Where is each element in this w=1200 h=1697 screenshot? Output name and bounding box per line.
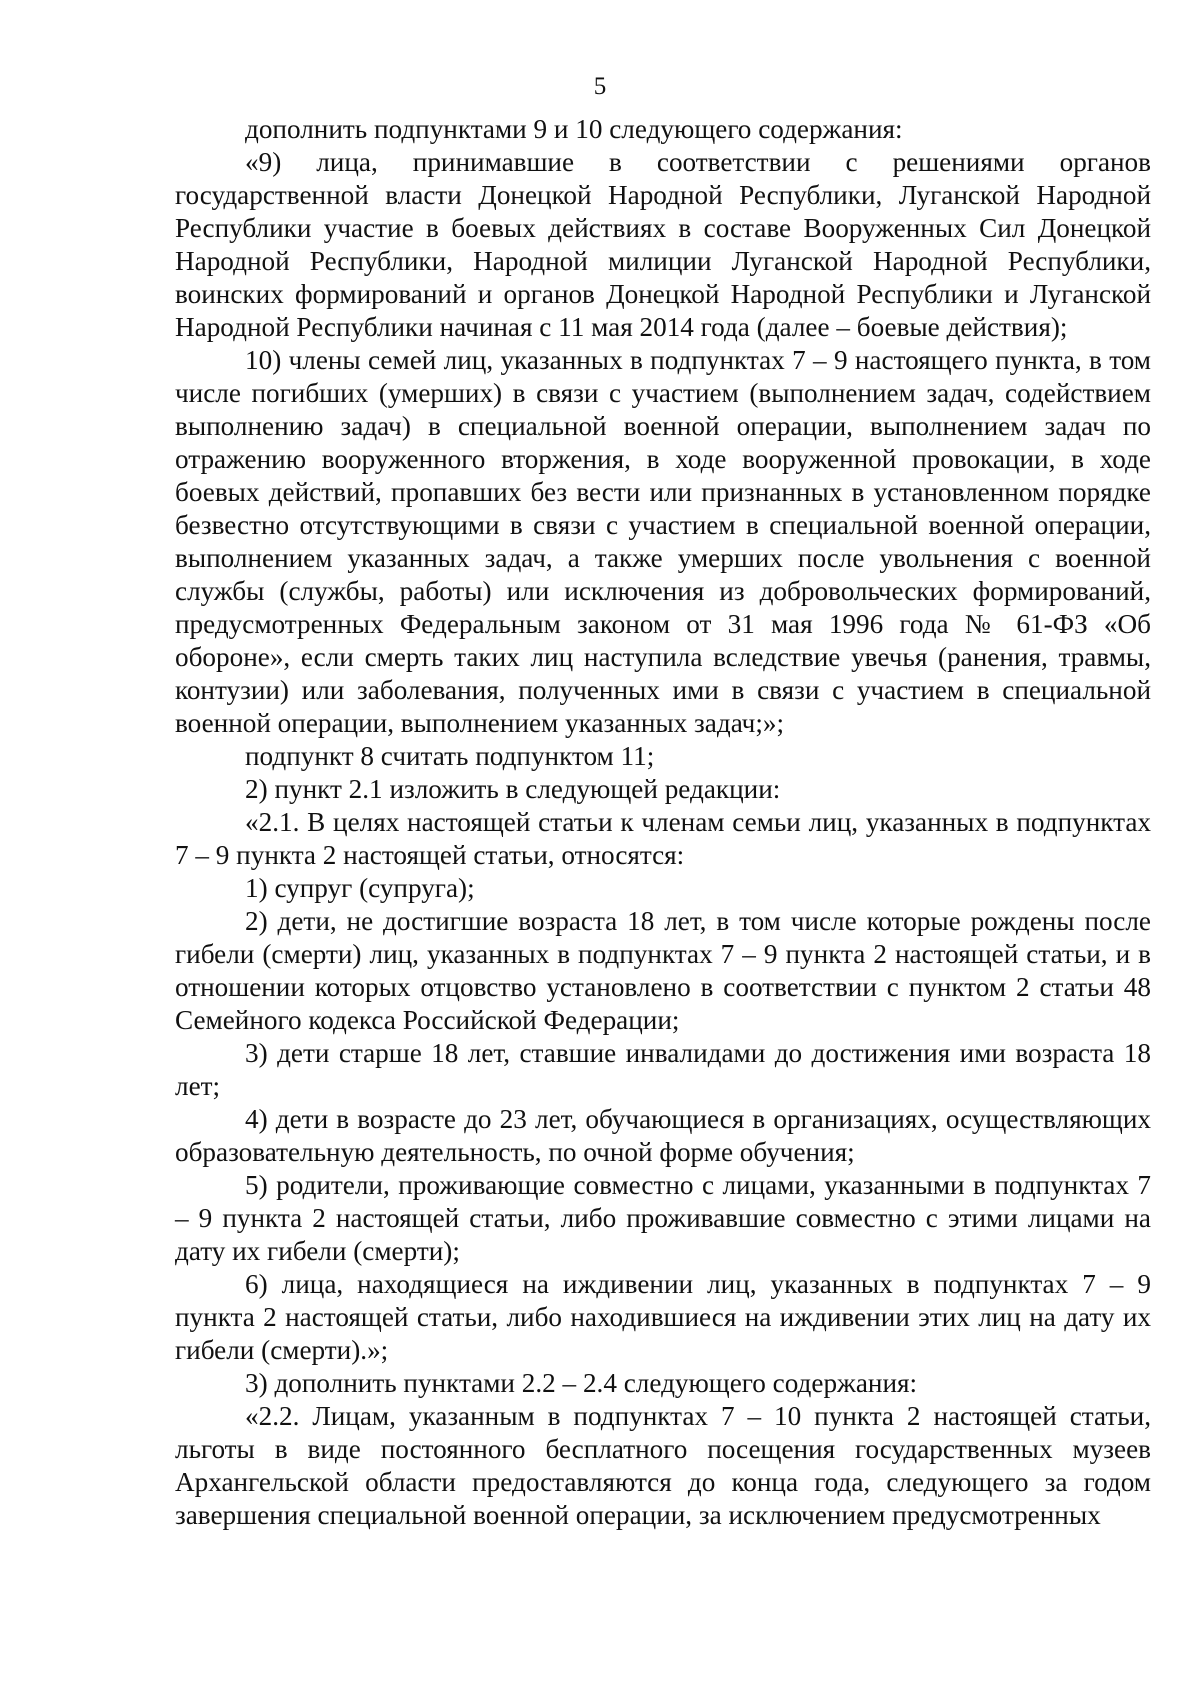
- paragraph-family-2: 2) дети, не достигшие возраста 18 лет, в том числе которые рождены после гибели (смерти) лиц, указанных в подпунктах 7 – 9 пункта 2 настоящей статьи, и в отношении которых отцовство установлено в соответствии с пунктом 2 статьи 48 Семейного кодекса Российской Федерации;: [175, 906, 1151, 1035]
- paragraph-renumber: подпункт 8 считать подпунктом 11;: [245, 741, 655, 771]
- document-body: [175, 113, 1151, 1532]
- paragraph-clause-2-1: «2.1. В целях настоящей статьи к членам семьи лиц, указанных в подпунктах 7 – 9 пункта 2 настоящей статьи, относятся:: [175, 807, 1151, 870]
- paragraph-subitem-10: 10) члены семей лиц, указанных в подпунктах 7 – 9 настоящего пункта, в том числе погибших (умерших) в связи с участием (выполнением задач, содействием выполнению задач) в специальной военной операции, выполнением задач по отражению вооруженного вторжения, в ходе вооруженной провокации, в ходе боевых действий, пропавших без вести или признанных в установленном порядке безвестно отсутствующими в связи с участием в специальной военной операции, выполнением указанных задач, а также умерших после увольнения с военной службы (службы, работы) или исключения из добровольческих формирований, предусмотренных Федеральным законом от 31 мая 1996 года № 61-ФЗ «Об обороне», если смерть таких лиц наступила вследствие увечья (ранения, травмы, контузии) или заболевания, полученных ими в связи с участием в специальной военной операции, выполнением указанных задач;»;: [175, 345, 1151, 738]
- paragraph-intro: дополнить подпунктами 9 и 10 следующего содержания:: [245, 114, 903, 144]
- paragraph-family-6: 6) лица, находящиеся на иждивении лиц, указанных в подпунктах 7 – 9 пункта 2 настоящей статьи, либо находившиеся на иждивении этих лиц на дату их гибели (смерти).»;: [175, 1269, 1151, 1365]
- paragraph-item-2: 2) пункт 2.1 изложить в следующей редакции:: [245, 774, 781, 804]
- paragraph-family-1: 1) супруг (супруга);: [245, 873, 475, 903]
- paragraph-subitem-9: «9) лица, принимавшие в соответствии с решениями органов государственной власти Донецкой Народной Республики, Луганской Народной Республики участие в боевых действиях в составе Вооруженных Сил Донецкой Народной Республики, Народной милиции Луганской Народной Республики, воинских формирований и органов Донецкой Народной Республики и Луганской Народной Республики начиная с 11 мая 2014 года (далее – боевые действия);: [175, 147, 1151, 342]
- page-number: 5: [593, 73, 607, 100]
- paragraph-item-3: 3) дополнить пунктами 2.2 – 2.4 следующего содержания:: [245, 1368, 918, 1398]
- paragraph-family-4: 4) дети в возрасте до 23 лет, обучающиеся в организациях, осуществляющих образовательную деятельность, по очной форме обучения;: [175, 1104, 1151, 1167]
- paragraph-family-5: 5) родители, проживающие совместно с лицами, указанными в подпунктах 7 – 9 пункта 2 настоящей статьи, либо проживавшие совместно с этими лицами на дату их гибели (смерти);: [175, 1170, 1151, 1266]
- paragraph-family-3: 3) дети старше 18 лет, ставшие инвалидами до достижения ими возраста 18 лет;: [175, 1038, 1151, 1101]
- paragraph-clause-2-2: «2.2. Лицам, указанным в подпунктах 7 – 10 пункта 2 настоящей статьи, льготы в виде постоянного бесплатного посещения государственных музеев Архангельской области предоставляются до конца года, следующего за годом завершения специальной военной операции, за исключением предусмотренных: [175, 1401, 1151, 1530]
